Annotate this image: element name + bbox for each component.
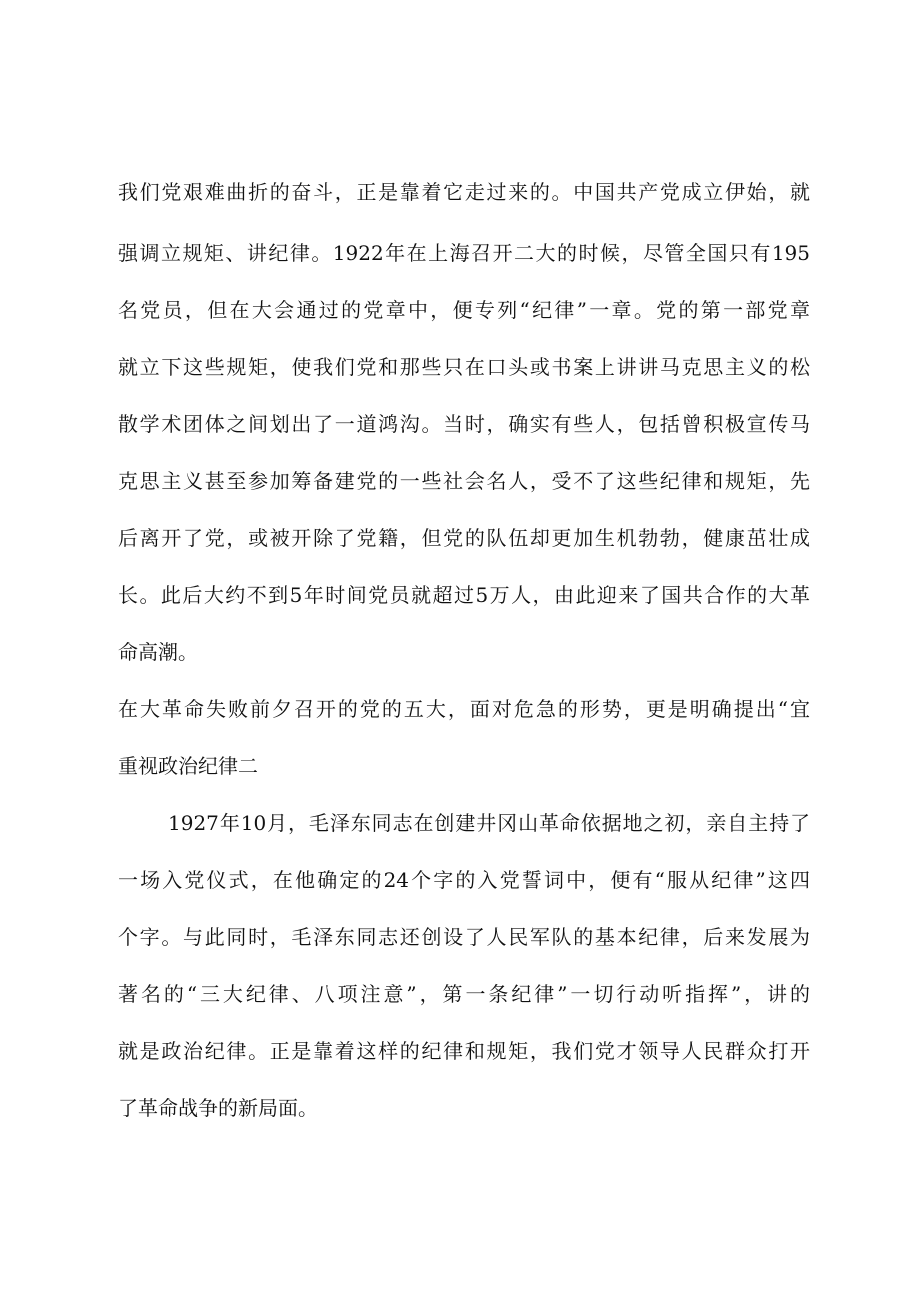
paragraph-3-line-1: 1927年10月，毛泽东同志在创建井冈山革命依据地之初，亲自主持了 bbox=[168, 811, 810, 835]
paragraph-1-line-3: 名党员，但在大会通过的党章中，便专列“纪律”一章。党的第一部党章 bbox=[118, 298, 810, 322]
paragraph-3-line-5: 就是政治纪律。正是靠着这样的纪律和规矩，我们党才领导人民群众打开 bbox=[118, 1039, 810, 1063]
paragraph-3-line-2: 一场入党仪式，在他确定的24个字的入党誓词中，便有“服从纪律”这四 bbox=[118, 868, 810, 892]
paragraph-3-line-6: 了革命战争的新局面。 bbox=[118, 1096, 318, 1120]
paragraph-3-line-4: 著名的“三大纪律、八项注意”，第一条纪律”一切行动听指挥”，讲的 bbox=[118, 982, 810, 1006]
paragraph-1-line-7: 后离开了党，或被开除了党籍，但党的队伍却更加生机勃勃，健康茁壮成 bbox=[118, 526, 810, 550]
paragraph-2-line-1: 在大革命失败前夕召开的党的五大，面对危急的形势，更是明确提出“宜 bbox=[118, 697, 810, 721]
paragraph-1-line-8: 长。此后大约不到5年时间党员就超过5万人，由此迎来了国共合作的大革 bbox=[118, 583, 810, 607]
paragraph-1-line-2: 强调立规矩、讲纪律。1922年在上海召开二大的时候，尽管全国只有195 bbox=[118, 241, 810, 265]
paragraph-1-line-4: 就立下这些规矩，使我们党和那些只在口头或书案上讲讲马克思主义的松 bbox=[118, 355, 810, 379]
paragraph-1-line-1: 我们党艰难曲折的奋斗，正是靠着它走过来的。中国共产党成立伊始，就 bbox=[118, 180, 810, 204]
paragraph-1-line-6: 克思主义甚至参加筹备建党的一些社会名人，受不了这些纪律和规矩，先 bbox=[118, 469, 810, 493]
paragraph-1-line-9: 命高潮。 bbox=[118, 640, 198, 664]
paragraph-1-line-5: 散学术团体之间划出了一道鸿沟。当时，确实有些人，包括曾积极宣传马 bbox=[118, 412, 810, 436]
paragraph-3-line-3: 个字。与此同时，毛泽东同志还创设了人民军队的基本纪律，后来发展为 bbox=[118, 925, 810, 949]
paragraph-2-line-2: 重视政治纪律二 bbox=[118, 754, 258, 778]
